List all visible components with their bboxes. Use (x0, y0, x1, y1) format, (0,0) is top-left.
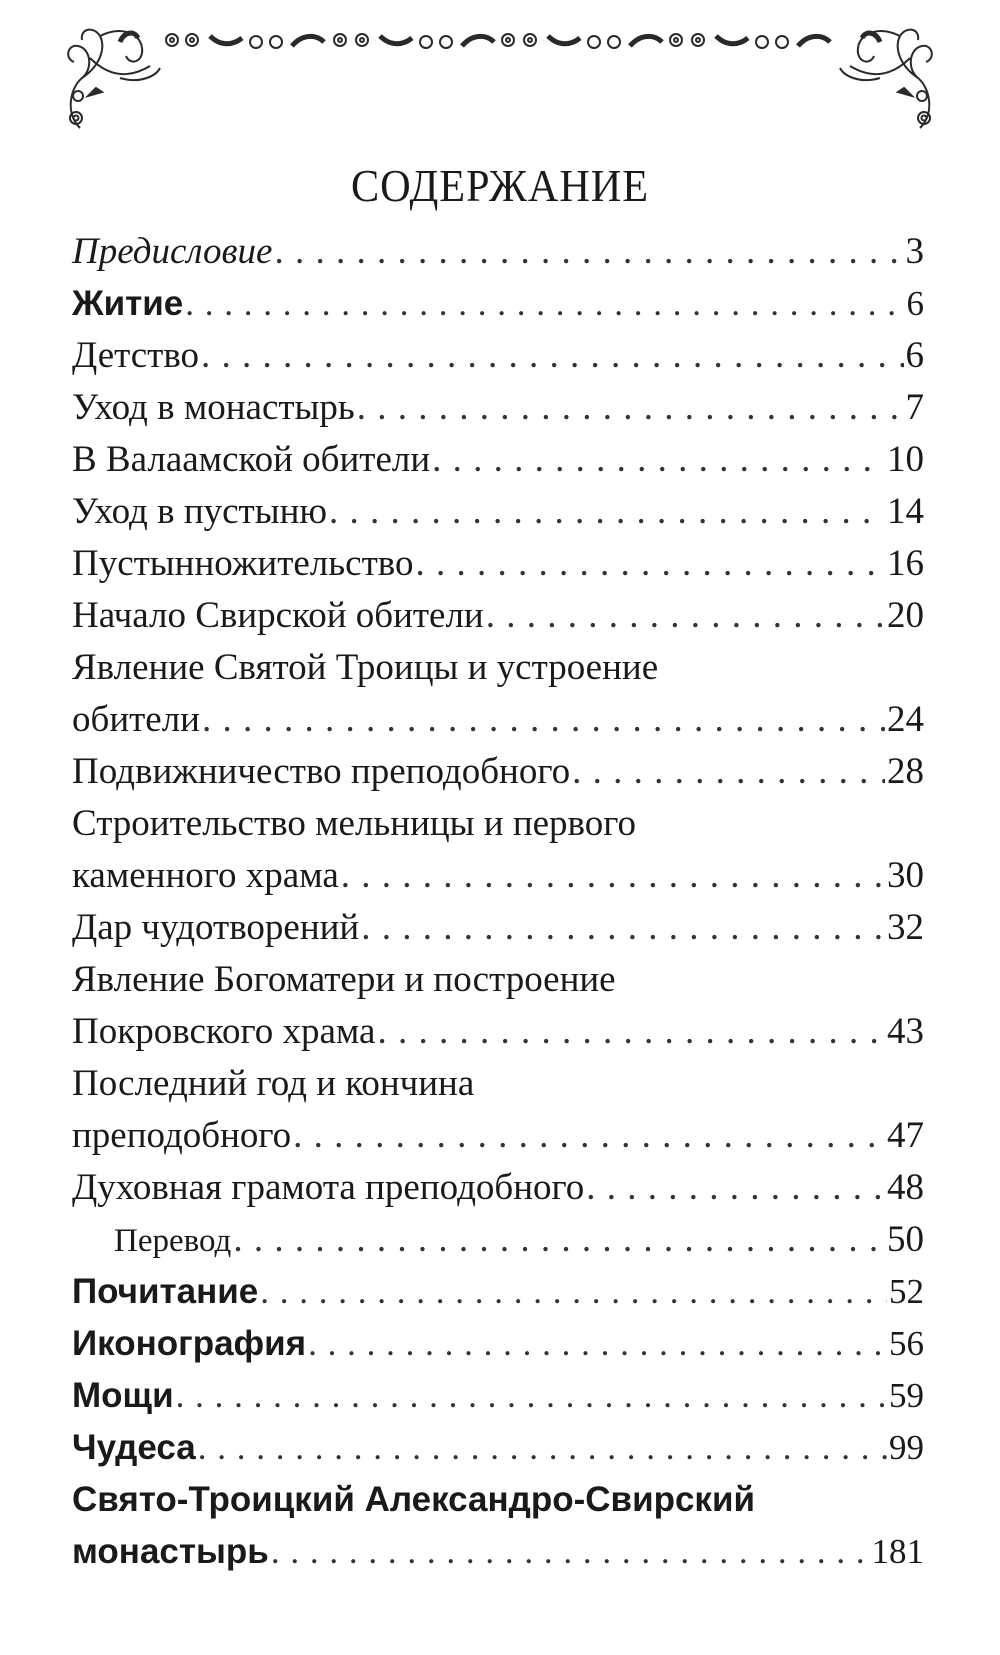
dot-leader (185, 278, 904, 330)
toc-entry (72, 746, 924, 798)
dot-leader (432, 434, 885, 486)
toc-entry (72, 850, 924, 902)
dot-leader (308, 1318, 887, 1370)
toc-entry-page-number: 50 (887, 1219, 924, 1260)
toc-entry-title: Уход в пустыню (72, 491, 328, 532)
toc-entry-title: Дар чудотворений (72, 907, 360, 948)
toc-entry (72, 1370, 924, 1422)
toc-entry (72, 954, 924, 1006)
toc-entry-page-number: 6 (906, 284, 924, 323)
toc-entry-title: Уход в монастырь (72, 387, 355, 428)
dot-leader (293, 1110, 885, 1162)
dot-leader (361, 902, 885, 954)
toc-entry-page-number: 20 (887, 595, 924, 636)
toc-entry-title: Подвижничество преподобного (72, 751, 571, 792)
dot-leader (274, 226, 903, 278)
toc-entry (72, 1474, 924, 1526)
decorative-scroll-border-icon (60, 18, 940, 138)
toc-entry (72, 486, 924, 538)
toc-entry (72, 1110, 924, 1162)
toc-entry-title: преподобного (72, 1115, 292, 1156)
toc-entry (72, 1422, 924, 1474)
toc-entry-title: Начало Свирской обители (72, 595, 484, 636)
toc-entry (72, 226, 924, 278)
toc-entry-page-number: 14 (887, 491, 924, 532)
toc-entry (72, 330, 924, 382)
toc-entry-title: обители (72, 699, 200, 740)
toc-entry-title: Почитание (72, 1272, 259, 1311)
table-of-contents (72, 226, 924, 1578)
dot-leader (176, 1370, 887, 1422)
toc-entry-title: Детство (72, 335, 200, 376)
toc-entry-title: Пустынножительство (72, 543, 414, 584)
toc-entry-page-number: 10 (887, 439, 924, 480)
toc-entry-page-number: 47 (887, 1115, 924, 1156)
page-title: СОДЕРЖАНИЕ (350, 159, 650, 211)
toc-entry-title: монастырь (72, 1532, 269, 1571)
toc-entry (72, 538, 924, 590)
dot-leader (357, 382, 904, 434)
toc-entry-page-number: 59 (889, 1376, 924, 1415)
toc-entry-page-number: 16 (887, 543, 924, 584)
toc-entry-title: Житие (72, 284, 184, 323)
toc-entry-title: Явление Богоматери и построение (72, 959, 616, 1000)
toc-entry-page-number: 7 (905, 387, 924, 428)
dot-leader (572, 746, 885, 798)
toc-entry (72, 902, 924, 954)
toc-entry (72, 278, 924, 330)
toc-entry-title: Свято-Троицкий Александро-Свирский (72, 1480, 755, 1519)
toc-entry (72, 1266, 924, 1318)
toc-entry-title: Иконография (72, 1324, 307, 1363)
toc-entry (72, 1214, 924, 1266)
toc-entry-page-number: 32 (887, 907, 924, 948)
toc-entry (72, 642, 924, 694)
toc-entry (72, 1058, 924, 1110)
toc-entry-page-number: 3 (905, 231, 924, 272)
dot-leader (271, 1526, 870, 1578)
dot-leader (329, 486, 885, 538)
toc-entry (72, 434, 924, 486)
toc-entry-title: Чудеса (72, 1428, 196, 1467)
toc-entry-title: Явление Святой Троицы и устроение (72, 647, 659, 688)
dot-leader (260, 1266, 887, 1318)
toc-entry-page-number: 52 (889, 1272, 924, 1311)
toc-entry-page-number: 181 (871, 1532, 924, 1571)
toc-entry (72, 694, 924, 746)
toc-entry-page-number: 6 (905, 335, 924, 376)
toc-entry-title: Предисловие (72, 231, 273, 272)
toc-entry-page-number: 24 (887, 699, 924, 740)
dot-leader (415, 538, 885, 590)
toc-entry-title: В Валаамской обители (72, 439, 431, 480)
toc-entry-page-number: 56 (889, 1324, 924, 1363)
dot-leader (201, 330, 903, 382)
toc-entry (72, 382, 924, 434)
toc-entry-page-number: 48 (887, 1167, 924, 1208)
toc-entry-title: каменного храма (72, 855, 339, 896)
dot-leader (377, 1006, 885, 1058)
dot-leader (341, 850, 885, 902)
toc-entry-page-number: 28 (887, 751, 924, 792)
toc-entry-title: Покровского храма (72, 1011, 376, 1052)
toc-entry (72, 1006, 924, 1058)
toc-entry-title: Мощи (72, 1376, 174, 1415)
toc-entry-page-number: 99 (889, 1428, 924, 1467)
toc-entry-title: Строительство мельницы и первого (72, 803, 637, 844)
dot-leader (202, 694, 885, 746)
toc-entry-title: Последний год и кончина (72, 1063, 475, 1104)
toc-entry (72, 1162, 924, 1214)
toc-entry-title: Духовная грамота преподобного (72, 1167, 585, 1208)
toc-entry (72, 798, 924, 850)
toc-entry (72, 1526, 924, 1578)
toc-entry (72, 1318, 924, 1370)
toc-entry-title: Перевод (114, 1223, 232, 1259)
dot-leader (586, 1162, 885, 1214)
dot-leader (198, 1422, 887, 1474)
dot-leader (233, 1214, 885, 1266)
toc-entry (72, 590, 924, 642)
toc-entry-page-number: 30 (887, 855, 924, 896)
dot-leader (486, 590, 885, 642)
toc-entry-page-number: 43 (887, 1011, 924, 1052)
